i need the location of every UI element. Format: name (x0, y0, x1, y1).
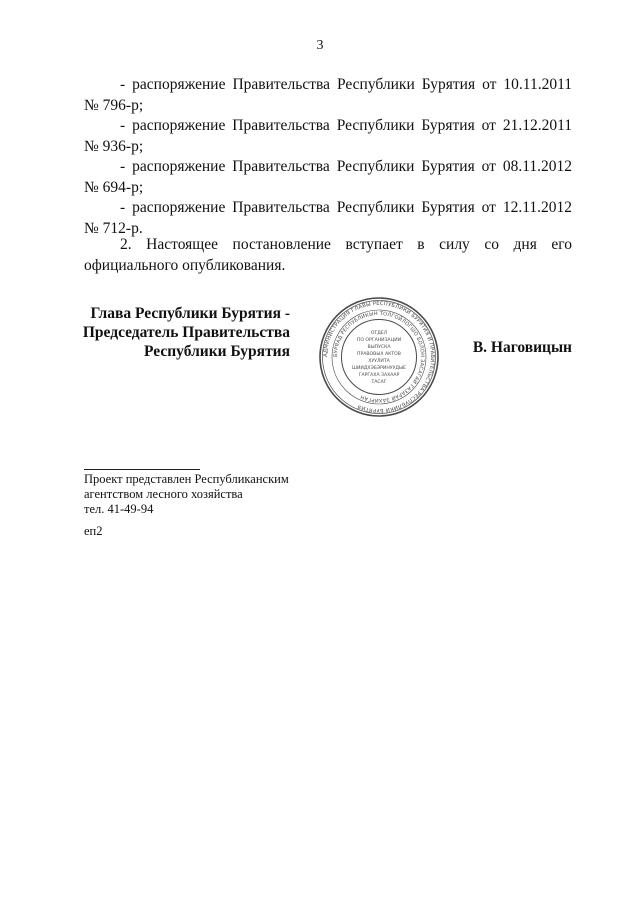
seal-center-line: ВЫПУСКА (367, 345, 391, 350)
seal-center-line: ШИИДХЭБЭРИНУУДЫЕ (352, 366, 406, 371)
seal-outer-text: АДМИНИСТРАЦИЯ ГЛАВЫ РЕСПУБЛИКИ БУРЯТИЯ И ПРАВИТЕЛЬСТВА РЕСПУБЛИКИ БУРЯТИЯ (322, 300, 436, 414)
signer-name: В. Наговицын (472, 339, 572, 356)
seal-center-line: ГАРГАХА ЗАХААР (358, 373, 400, 378)
seal-center-line: ТАСАГ (371, 380, 387, 385)
seal-center-line: ПО ОРГАНИЗАЦИИ (356, 338, 402, 343)
seal-inner-text: БУРЯАД РЕСПУБЛИКЫН ТОЛГОЙЛОГШО БОЛОН ЗАСАГАЙ ГАЗАРАЙ ЗАХИРГАН (332, 310, 426, 404)
list-item: - распоряжение Правительства Республики Бурятия от 10.11.2011 № 796-р; (84, 76, 572, 114)
repealed-acts-list (84, 75, 572, 239)
footnote-divider (84, 469, 200, 470)
list-item: - распоряжение Правительства Республики Бурятия от 08.11.2012 № 694-р; (84, 158, 572, 196)
official-seal (318, 296, 440, 418)
effective-date-clause (84, 235, 572, 276)
list-item: - распоряжение Правительства Республики Бурятия от 12.11.2012 № 712-р. (84, 199, 572, 237)
signer-title-line: Председатель Правительства (82, 324, 290, 341)
clause-text: 2. Настоящее постановление вступает в силу со дня его официального опубликования. (84, 236, 572, 274)
list-item: - распоряжение Правительства Республики Бурятия от 21.12.2011 № 936-р; (84, 117, 572, 155)
footnote (84, 472, 289, 517)
signer-title (40, 304, 290, 361)
page-number: 3 (316, 38, 324, 53)
footnote-line: тел. 41-49-94 (84, 502, 154, 516)
seal-center-line: ОТДЕЛ (370, 331, 388, 336)
signer-title-line: Глава Республики Бурятия - (90, 305, 290, 322)
seal-center-line: ПРАВОВЫХ АКТОВ (357, 352, 401, 357)
footnote-line: агентством лесного хозяйства (84, 487, 243, 501)
seal-center-line: ХУУЛИТА (368, 359, 390, 364)
footnote-line: Проект представлен Республиканским (84, 472, 289, 486)
document-code: еп2 (84, 524, 103, 538)
signer-title-line: Республики Бурятия (144, 343, 290, 360)
